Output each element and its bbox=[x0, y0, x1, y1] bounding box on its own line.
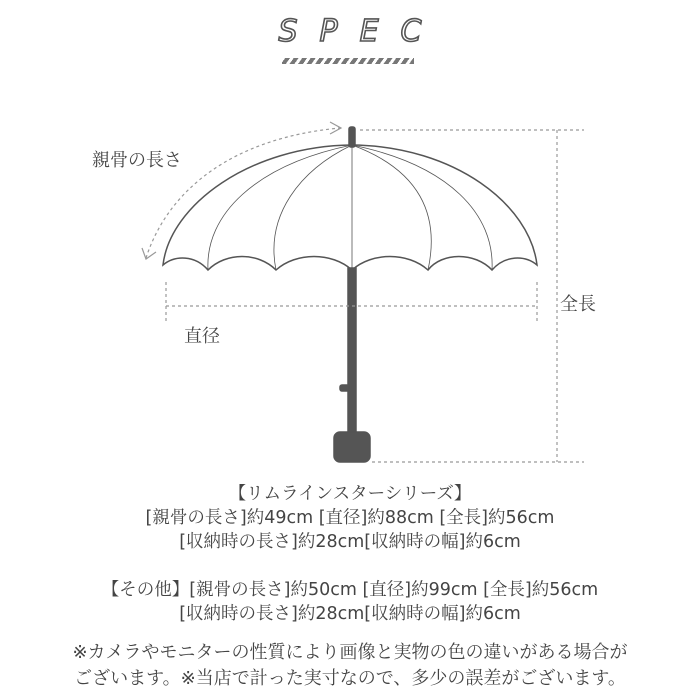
total-length-guide bbox=[360, 130, 584, 462]
note-line2: ございます。※当店で計った実寸なので、多少の誤差がございます。 bbox=[74, 668, 626, 689]
spec-rimline-heading: 【リムラインスターシリーズ】 bbox=[228, 484, 472, 504]
umbrella-icon bbox=[163, 127, 537, 462]
spec-other-line1: 【その他】[親骨の長さ]約50cm [直径]約99cm [全長]約56cm bbox=[101, 580, 599, 600]
diameter-label: 直径 bbox=[184, 326, 220, 347]
spec-other-line2: [収納時の長さ]約28cm[収納時の幅]約6cm bbox=[179, 604, 521, 624]
spec-other-block bbox=[0, 578, 700, 626]
arc-arrow-icon bbox=[142, 122, 341, 259]
disclaimer-note bbox=[0, 640, 700, 692]
spec-rimline-line1: [親骨の長さ]約49cm [直径]約88cm [全長]約56cm bbox=[145, 508, 555, 528]
total-length-label: 全長 bbox=[560, 294, 596, 315]
note-line1: ※カメラやモニターの性質により画像と実物の色の違いがある場合が bbox=[72, 642, 628, 663]
spec-rimline-line2: [収納時の長さ]約28cm[収納時の幅]約6cm bbox=[179, 532, 521, 552]
spec-title: SPEC bbox=[278, 14, 444, 49]
rib-length-label: 親骨の長さ bbox=[92, 150, 182, 171]
spec-rimline-block bbox=[0, 482, 700, 554]
